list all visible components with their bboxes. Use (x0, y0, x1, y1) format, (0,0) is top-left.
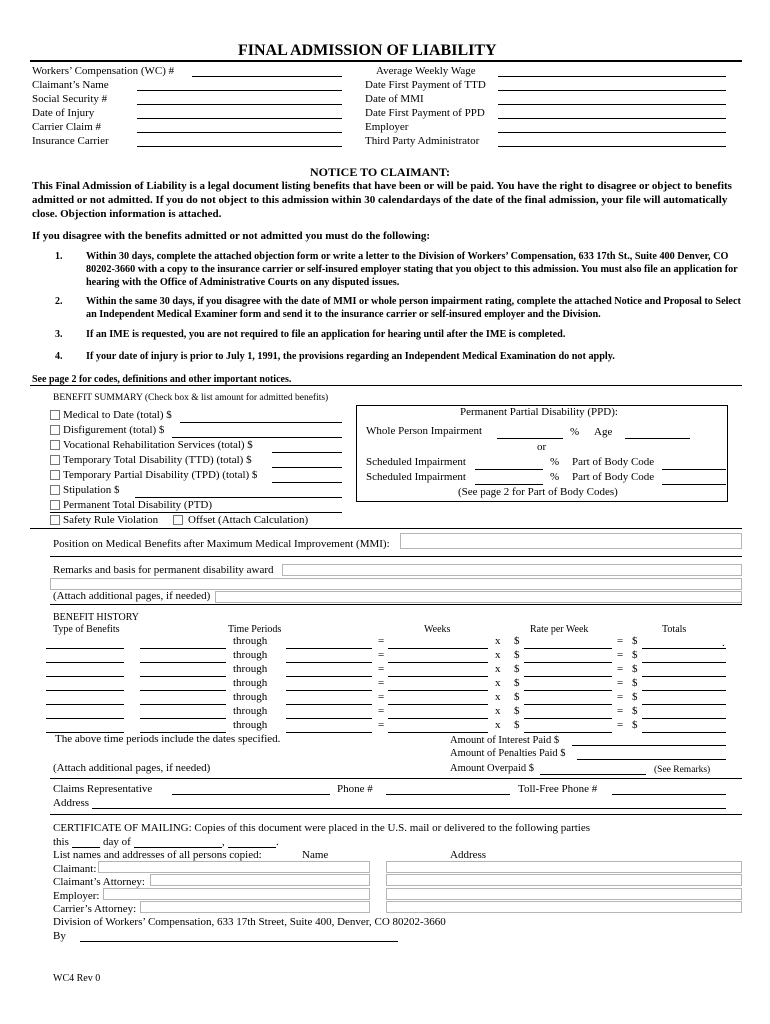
claimant-label: Claimant: (53, 863, 97, 875)
period-end-field[interactable] (286, 732, 372, 733)
rate-field[interactable] (524, 648, 612, 649)
day-field[interactable] (72, 847, 100, 848)
employer-address-copy-field[interactable] (386, 888, 742, 900)
type-of-benefits-header: Type of Benefits (53, 624, 120, 635)
scheduled-pct-sign-2: % (550, 471, 560, 483)
rate-dollar-sign: $ (514, 635, 520, 647)
benefit-type-field[interactable] (46, 662, 124, 663)
benefit-type-field[interactable] (46, 718, 124, 719)
total-dollar-sign: $ (632, 649, 638, 661)
medical-checkbox[interactable] (50, 410, 60, 420)
time-periods-header: Time Periods (228, 624, 282, 635)
equals-sign: = (378, 663, 385, 675)
remarks-field-2[interactable] (50, 578, 742, 590)
ppd-see-page2: (See page 2 for Part of Body Codes) (458, 486, 618, 498)
ttd-label: Temporary Total Disability (TTD) (total) $ (63, 454, 252, 466)
notice-heading: NOTICE TO CLAIMANT: (310, 165, 451, 179)
weeks-field[interactable] (388, 704, 488, 705)
weeks-field[interactable] (388, 732, 488, 733)
date-period: . (276, 836, 279, 848)
date-of-injury-field[interactable] (137, 118, 342, 119)
rate-dollar-sign: $ (514, 691, 520, 703)
insurance-carrier-field[interactable] (137, 146, 342, 147)
through-label: through (233, 719, 268, 731)
header-label-employer: Employer (365, 121, 409, 133)
header-label-date-of-mmi: Date of MMI (365, 93, 424, 105)
attach-pages-note-2: (Attach additional pages, if needed) (53, 762, 211, 774)
ppd-heading: Permanent Partial Disability (PPD): (460, 406, 618, 418)
instruction-item-2: Within the same 30 days, if you disagree with the date of MMI or whole person impairment rating, complete the attached Notice and Proposal to Select an Independent Medical Examiner form and send it to the insurance carrier or self-insured employer and the Division. (86, 296, 741, 320)
header-label-carrier-claim: Carrier Claim # (32, 121, 102, 133)
scheduled-pct-field-1[interactable] (475, 469, 543, 470)
part-of-body-field-1[interactable] (662, 469, 726, 470)
employer-field[interactable] (498, 132, 726, 133)
ptd-checkbox[interactable] (50, 500, 60, 510)
tpd-label: Temporary Partial Disability (TPD) (total) $ (63, 469, 258, 481)
mmi-rule (50, 556, 742, 557)
benefit-type-field[interactable] (46, 690, 124, 691)
equals-sign: = (617, 691, 624, 703)
benefit-type-field[interactable] (46, 648, 124, 649)
average-weekly-wage-field[interactable] (498, 76, 726, 77)
total-field[interactable] (642, 718, 726, 719)
times-sign: x (495, 691, 501, 703)
rate-dollar-sign: $ (514, 663, 520, 675)
tollfree-label: Toll-Free Phone # (518, 783, 598, 795)
safety-rule-label: Safety Rule Violation (63, 514, 159, 526)
period-end-field[interactable] (286, 648, 372, 649)
times-sign: x (495, 649, 501, 661)
total-dollar-sign: $ (632, 691, 638, 703)
remarks-rule (50, 604, 742, 605)
or-label: or (537, 441, 547, 453)
equals-sign: = (617, 677, 624, 689)
ssn-field[interactable] (137, 104, 342, 105)
remarks-field-3[interactable] (215, 591, 742, 603)
rate-field[interactable] (524, 676, 612, 677)
equals-sign: = (617, 663, 624, 675)
period-start-field[interactable] (140, 648, 226, 649)
period-start-field[interactable] (140, 718, 226, 719)
item-number-2: 2. (55, 296, 63, 307)
vocational-amount-field[interactable] (272, 452, 342, 453)
header-label-tpa: Third Party Administrator (365, 135, 480, 147)
tpd-checkbox[interactable] (50, 470, 60, 480)
offset-checkbox[interactable] (173, 515, 183, 525)
age-field[interactable] (625, 438, 690, 439)
carrier-attorney-address-field[interactable] (386, 901, 742, 913)
through-label: through (233, 677, 268, 689)
equals-sign: = (378, 691, 385, 703)
disfigurement-label: Disfigurement (total) $ (63, 424, 165, 436)
times-sign: x (495, 705, 501, 717)
ptd-rule (50, 512, 342, 513)
ttd-amount-field[interactable] (272, 467, 342, 468)
period-start-field[interactable] (140, 676, 226, 677)
address-field[interactable] (92, 808, 726, 809)
vocational-checkbox[interactable] (50, 440, 60, 450)
total-dollar-sign: $ (632, 705, 638, 717)
phone-label: Phone # (337, 783, 373, 795)
tollfree-field[interactable] (612, 794, 726, 795)
signature-field[interactable] (80, 941, 398, 942)
division-address: Division of Workers’ Compensation, 633 17th Street, Suite 400, Denver, CO 80202-3660 (53, 916, 446, 928)
total-field[interactable] (642, 704, 726, 705)
address-column-header: Address (450, 849, 487, 861)
tpa-field[interactable] (498, 146, 726, 147)
total-field[interactable] (642, 732, 726, 733)
notice-rule (30, 385, 742, 386)
ptd-label: Permanent Total Disability (PTD) (63, 499, 213, 511)
equals-sign: = (617, 705, 624, 717)
rate-dollar-sign: $ (514, 719, 520, 731)
period-start-field[interactable] (140, 704, 226, 705)
medical-amount-field[interactable] (180, 422, 342, 423)
header-label-wc-number: Workers’ Compensation (WC) # (32, 65, 175, 77)
date-comma: , (222, 836, 225, 848)
item-number-3: 3. (55, 329, 63, 340)
header-label-average-weekly-wage: Average Weekly Wage (376, 65, 476, 77)
total-field[interactable] (642, 662, 726, 663)
totals-trailing-dot: . (722, 637, 725, 649)
through-label: through (233, 691, 268, 703)
rate-field[interactable] (524, 690, 612, 691)
claimant-name-field[interactable] (137, 90, 342, 91)
rate-field[interactable] (524, 732, 612, 733)
weeks-header: Weeks (424, 624, 451, 635)
equals-sign: = (378, 635, 385, 647)
weeks-field[interactable] (388, 662, 488, 663)
mmi-position-field[interactable] (400, 533, 742, 549)
header-label-ssn: Social Security # (32, 93, 108, 105)
benefit-summary-heading: BENEFIT SUMMARY (Check box & list amount for admitted benefits) (53, 393, 329, 403)
attach-pages-note-1: (Attach additional pages, if needed) (53, 590, 211, 602)
claimant-attorney-name-field[interactable] (150, 874, 370, 886)
scheduled-impairment-label-1: Scheduled Impairment (366, 456, 466, 468)
scheduled-pct-field-2[interactable] (475, 484, 543, 485)
part-of-body-label-1: Part of Body Code (572, 456, 655, 468)
first-payment-ppd-field[interactable] (498, 118, 726, 119)
through-label: through (233, 649, 268, 661)
weeks-field[interactable] (388, 676, 488, 677)
list-copied-label: List names and addresses of all persons copied: (53, 849, 262, 861)
equals-sign: = (617, 649, 624, 661)
interest-field[interactable] (572, 745, 726, 746)
header-label-first-payment-ppd: Date First Payment of PPD (365, 107, 485, 119)
remarks-field-1[interactable] (282, 564, 742, 576)
safety-rule-checkbox[interactable] (50, 515, 60, 525)
certificate-line: CERTIFICATE OF MAILING: Copies of this document were placed in the U.S. mail or delivered to the following parties (53, 822, 591, 834)
whole-person-pct-sign: % (570, 426, 580, 438)
through-label: through (233, 663, 268, 675)
rate-dollar-sign: $ (514, 677, 520, 689)
times-sign: x (495, 677, 501, 689)
scheduled-impairment-label-2: Scheduled Impairment (366, 471, 466, 483)
interest-label: Amount of Interest Paid $ (450, 735, 560, 746)
history-bottom-rule (50, 778, 742, 779)
period-end-field[interactable] (286, 676, 372, 677)
wc-number-field[interactable] (192, 76, 342, 77)
whole-person-label: Whole Person Impairment (366, 425, 483, 437)
offset-label: Offset (Attach Calculation) (188, 514, 309, 526)
overpaid-label: Amount Overpaid $ (450, 763, 534, 774)
see-remarks-note: (See Remarks) (654, 765, 711, 775)
title-rule (30, 60, 742, 62)
equals-sign: = (617, 635, 624, 647)
period-start-field[interactable] (140, 662, 226, 663)
see-page2-notice: See page 2 for codes, definitions and other important notices. (32, 374, 292, 385)
benefit-type-field[interactable] (46, 704, 124, 705)
month-field[interactable] (134, 847, 222, 848)
carrier-claim-field[interactable] (137, 132, 342, 133)
scheduled-pct-sign-1: % (550, 456, 560, 468)
overpaid-field[interactable] (540, 774, 646, 775)
header-label-date-of-injury: Date of Injury (32, 107, 95, 119)
header-label-claimant-name: Claimant’s Name (32, 79, 109, 91)
through-label: through (233, 705, 268, 717)
carrier-attorney-name-field[interactable] (140, 901, 370, 913)
total-dollar-sign: $ (632, 635, 638, 647)
ttd-checkbox[interactable] (50, 455, 60, 465)
employer-copy-label: Employer: (53, 890, 100, 902)
rate-field[interactable] (524, 704, 612, 705)
rate-dollar-sign: $ (514, 705, 520, 717)
claims-rep-label: Claims Representative (53, 783, 153, 795)
medical-label: Medical to Date (total) $ (63, 409, 172, 421)
this-label: this (53, 836, 69, 848)
totals-header: Totals (662, 624, 687, 635)
total-dollar-sign: $ (632, 677, 638, 689)
claims-rep-rule (50, 814, 742, 815)
age-label: Age (594, 426, 613, 438)
date-of-mmi-field[interactable] (498, 104, 726, 105)
penalties-field[interactable] (577, 759, 726, 760)
benefit-type-field[interactable] (46, 676, 124, 677)
equals-sign: = (378, 705, 385, 717)
whole-person-pct-field[interactable] (497, 438, 563, 439)
form-number: WC4 Rev 0 (53, 973, 101, 984)
header-label-insurance-carrier: Insurance Carrier (32, 135, 109, 147)
claimant-attorney-label: Claimant’s Attorney: (53, 876, 145, 888)
equals-sign: = (378, 719, 385, 731)
disagree-instructions: If you disagree with the benefits admitted or not admitted you must do the following: (32, 230, 431, 242)
weeks-field[interactable] (388, 690, 488, 691)
summary-bottom-rule (30, 528, 742, 529)
first-payment-ttd-field[interactable] (498, 90, 726, 91)
part-of-body-field-2[interactable] (662, 484, 726, 485)
page-title: FINAL ADMISSION OF LIABILITY (238, 42, 497, 59)
times-sign: x (495, 663, 501, 675)
claimant-address-copy-field[interactable] (386, 861, 742, 873)
instruction-item-1: Within 30 days, complete the attached objection form or write a letter to the Division of Workers’ Compensation, 633 17th St., Suite 400 Denver, CO 80202-3660 with a copy to the insurance carrier or self-insured employer stating that you object to this admission. You must also file an application for hearing with the Office of Administrative Courts on any disputed issues. (86, 251, 738, 288)
period-end-field[interactable] (286, 718, 372, 719)
through-label: through (233, 635, 268, 647)
equals-sign: = (378, 649, 385, 661)
equals-sign: = (617, 719, 624, 731)
vocational-label: Vocational Rehabilitation Services (total) $ (63, 439, 253, 451)
rate-field[interactable] (524, 718, 612, 719)
claimant-name-copy-field[interactable] (98, 861, 370, 873)
disfigurement-checkbox[interactable] (50, 425, 60, 435)
part-of-body-label-2: Part of Body Code (572, 471, 655, 483)
claimant-attorney-address-field[interactable] (386, 874, 742, 886)
total-field[interactable] (642, 648, 726, 649)
mmi-position-label: Position on Medical Benefits after Maximum Medical Improvement (MMI): (53, 538, 390, 550)
carrier-attorney-label: Carrier’s Attorney: (53, 903, 137, 915)
name-column-header: Name (302, 849, 329, 861)
total-field[interactable] (642, 690, 726, 691)
total-dollar-sign: $ (632, 719, 638, 731)
claims-rep-field[interactable] (172, 794, 330, 795)
notice-paragraph: This Final Admission of Liability is a legal document listing benefits that have been or will be paid. You have the right to disagree or object to benefits admitted or not admitted. If you do not object to this admission within 30 calendardays of the date of the final admission, your file will automatically close. Objection information is attached. (32, 180, 732, 220)
stipulation-label: Stipulation $ (63, 484, 120, 496)
instruction-item-4: If your date of injury is prior to July 1, 1991, the provisions regarding an Independent Medical Examination do not apply. (86, 351, 615, 362)
address-label: Address (53, 797, 90, 809)
total-dollar-sign: $ (632, 663, 638, 675)
header-label-first-payment-ttd: Date First Payment of TTD (365, 79, 486, 91)
stipulation-amount-field[interactable] (135, 497, 342, 498)
total-field[interactable] (642, 676, 726, 677)
tpd-amount-field[interactable] (272, 482, 342, 483)
benefit-history-heading: BENEFIT HISTORY (53, 612, 140, 623)
rate-per-week-header: Rate per Week (530, 624, 589, 635)
period-start-field[interactable] (140, 690, 226, 691)
phone-field[interactable] (386, 794, 510, 795)
stipulation-checkbox[interactable] (50, 485, 60, 495)
item-number-1: 1. (55, 251, 63, 262)
equals-sign: = (378, 677, 385, 689)
period-end-field[interactable] (286, 690, 372, 691)
times-sign: x (495, 719, 501, 731)
dates-specified-note: The above time periods include the dates specified. (55, 733, 281, 745)
item-number-4: 4. (55, 351, 63, 362)
instruction-item-3: If an IME is requested, you are not required to file an application for hearing until after the IME is completed. (86, 329, 566, 340)
rate-field[interactable] (524, 662, 612, 663)
weeks-field[interactable] (388, 648, 488, 649)
day-of-label: day of (103, 836, 131, 848)
times-sign: x (495, 635, 501, 647)
weeks-field[interactable] (388, 718, 488, 719)
disfigurement-amount-field[interactable] (172, 437, 342, 438)
employer-name-copy-field[interactable] (103, 888, 370, 900)
period-end-field[interactable] (286, 704, 372, 705)
by-label: By (53, 930, 66, 942)
year-field[interactable] (228, 847, 276, 848)
penalties-label: Amount of Penalties Paid $ (450, 748, 566, 759)
remarks-label: Remarks and basis for permanent disability award (53, 564, 274, 576)
rate-dollar-sign: $ (514, 649, 520, 661)
period-end-field[interactable] (286, 662, 372, 663)
